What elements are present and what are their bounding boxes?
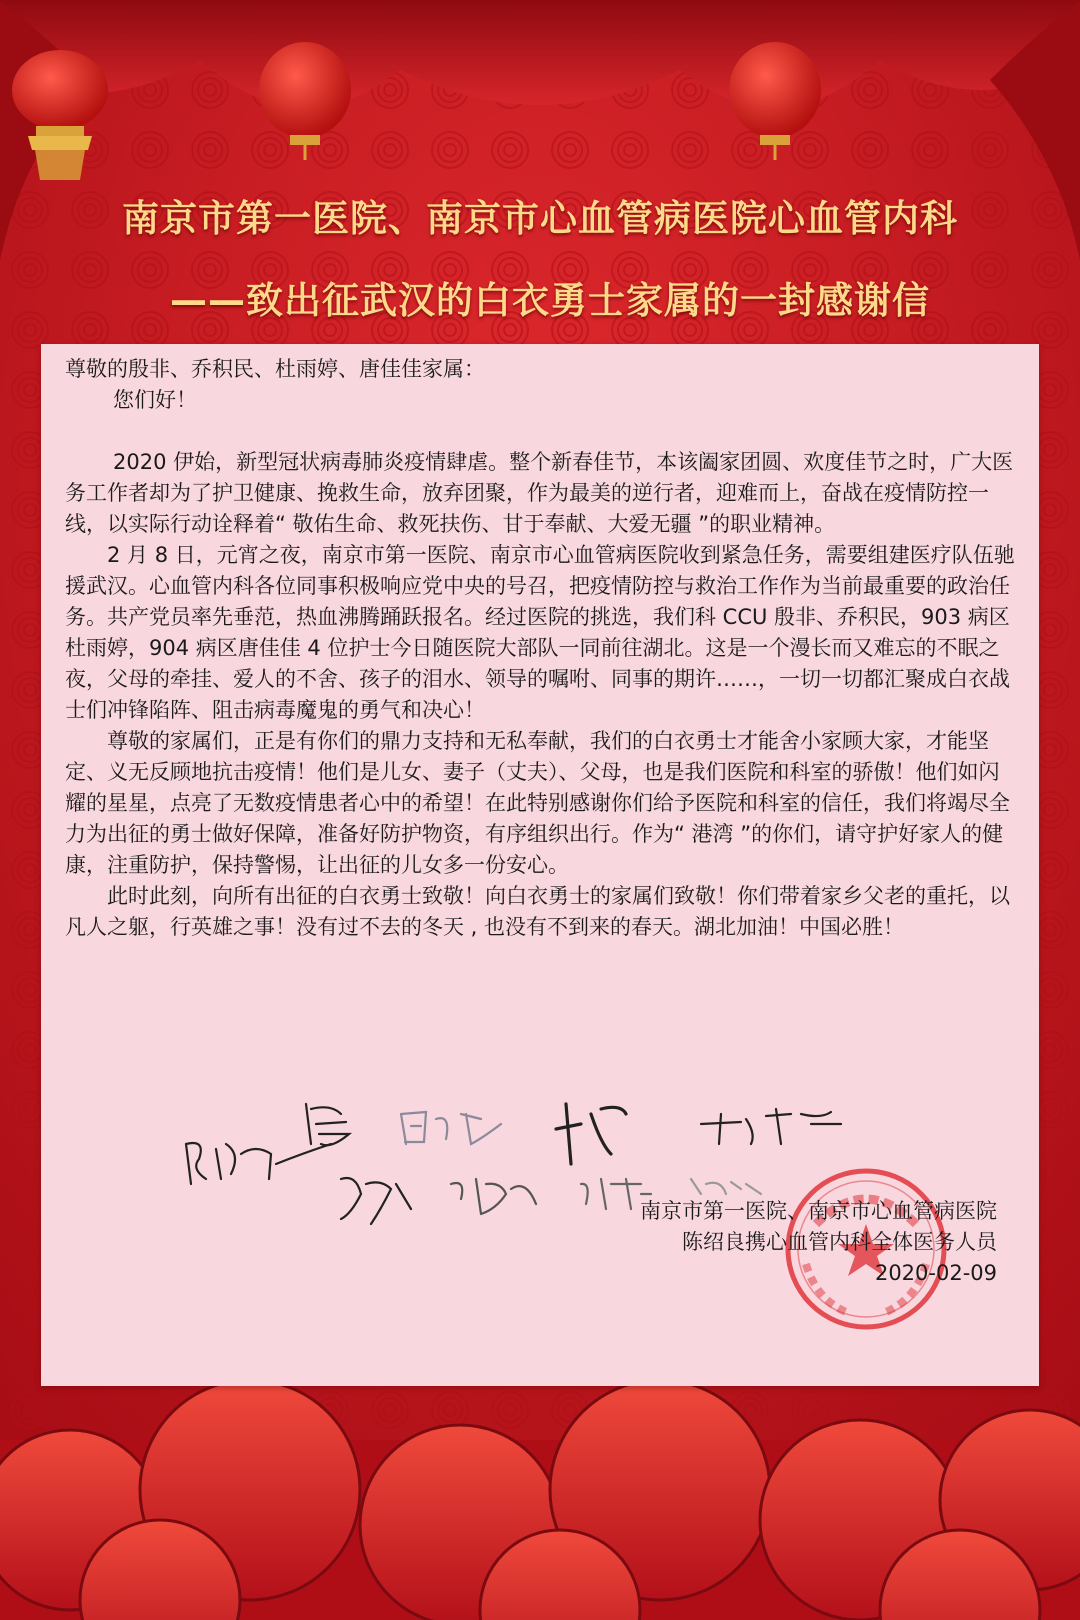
letter-paper	[41, 344, 1039, 1386]
salutation: 尊敬的殷非、乔积民、杜雨婷、唐佳佳家属：	[65, 357, 485, 381]
letter-body	[65, 354, 1017, 943]
sender-department: 陈绍良携心血管内科全体医务人员	[682, 1230, 997, 1254]
paragraph-3: 尊敬的家属们，正是有你们的鼎力支持和无私奉献，我们的白衣勇士才能舍小家顾大家，才能坚定、义无反顾地抗击疫情！他们是儿女、妻子（丈夫）、父母，也是我们医院和科室的骄傲！他们如闪耀的星星，点亮了无数疫情患者心中的希望！在此特别感谢你们给予医院和科室的信任，我们将竭尽全力为出征的勇士做好保障，准备好防护物资，有序组织出行。作为“ 港湾 ”的你们，请守护好家人的健康，注重防护，保持警惕，让出征的儿女多一份安心。	[65, 729, 1010, 877]
paragraph-2: 2 月 8 日，元宵之夜，南京市第一医院、南京市心血管病医院收到紧急任务，需要组建医疗队伍驰援武汉。心血管内科各位同事积极响应党中央的号召，把疫情防控与救治工作作为当前最重要的政治任务。共产党员率先垂范，热血沸腾踊跃报名。经过医院的挑选，我们科 CCU 殷非、乔积民，903 病区杜雨婷，904 病区唐佳佳 4 位护士今日随医院大部队一同前往湖北。这是一个漫长而又难忘的不眠之夜，父母的牵挂、爱人的不舍、孩子的泪水、领导的嘱咐、同事的期许……，一切一切都汇聚成白衣战士们冲锋陷阵、阻击病毒魔鬼的勇气和决心！	[65, 543, 1015, 722]
greeting: 您们好！	[113, 388, 197, 412]
letter-date: 2020-02-09	[874, 1261, 997, 1285]
sender-block	[640, 1196, 997, 1289]
title-line-2: ——致出征武汉的白衣勇士家属的一封感谢信	[170, 279, 930, 322]
sender-organization: 南京市第一医院、南京市心血管病医院	[640, 1199, 997, 1223]
paragraph-4: 此时此刻，向所有出征的白衣勇士致敬！向白衣勇士的家属们致敬！你们带着家乡父老的重托，以凡人之躯，行英雄之事！没有过不去的冬天 , 也没有不到来的春天。湖北加油！中国必胜！	[65, 884, 1010, 939]
title-line-1: 南京市第一医院、南京市心血管病医院心血管内科	[122, 197, 958, 240]
paragraph-1: 2020 伊始，新型冠状病毒肺炎疫情肆虐。整个新春佳节，本该阖家团圆、欢度佳节之时，广大医务工作者却为了护卫健康、挽救生命，放弃团聚，作为最美的逆行者，迎难而上，奋战在疫情防控一线，以实际行动诠释着“ 敬佑生命、救死扶伤、甘于奉献、大爱无疆 ”的职业精神。	[65, 450, 1014, 536]
